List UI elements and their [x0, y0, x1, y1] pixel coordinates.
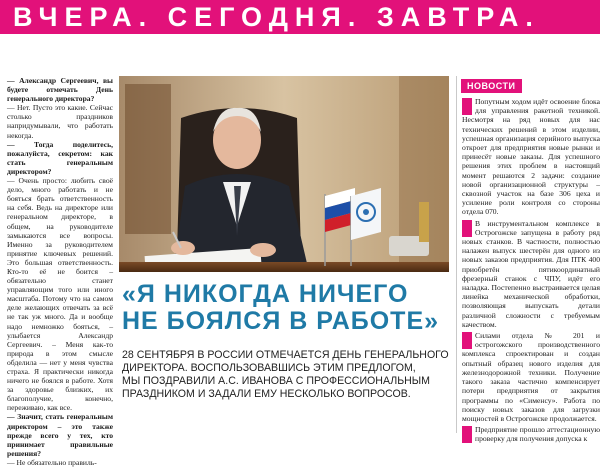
lead-line: МЫ ПОЗДРАВИЛИ А.С. ИВАНОВА С ПРОФЕССИОНАЛЬНЫМ: [122, 375, 431, 387]
news-item: В инструментальном комплексе в Острогожске запущена в работу ряд новых станков. В частности, полностью налажен выпуск шестерён для одного из новых заказов предприятия. Для ПТК 400 приобретён пятикоординатный фрезерный станок с ЧПУ, идёт его наладка. Постепенно выстраивается целая линейка механической обработки, позволяющая выпускать детали различной сложности с требуемым качеством.: [462, 218, 600, 329]
portrait-photo: [119, 76, 449, 272]
dropcap-marker: [462, 98, 472, 115]
interview-answer: — Нет. Пусто это какие. Сейчас столько праздников напридумывали, что работать некогда.: [7, 103, 113, 140]
news-item: Предприятие прошло аттестационную проверку для получения допуска к: [462, 425, 600, 443]
article-headline: [122, 281, 452, 335]
director-photo: [119, 76, 449, 272]
interview-question: — Александр Сергеевич, вы будете отмечать День генерального директора?: [7, 76, 113, 104]
interview-question: — Значит, стать генеральным директором – это также прежде всего у тех, кто принимает правильные решения?: [7, 412, 113, 458]
news-section-label: НОВОСТИ: [461, 79, 522, 93]
lead-line: ПРАЗДНИКОМ И ЗАДАЛИ ЕМУ НЕСКОЛЬКО ВОПРОСОВ.: [122, 388, 411, 400]
news-body: [459, 97, 600, 444]
article-lead: [122, 349, 452, 401]
lead-line: 28 СЕНТЯБРЯ В РОССИИ ОТМЕЧАЕТСЯ ДЕНЬ ГЕНЕРАЛЬНОГО: [122, 349, 449, 361]
interview-column: [7, 76, 113, 467]
dropcap-marker: [462, 332, 472, 349]
interview-question: — Тогда поделитесь, пожалуйста, секретом: как стать генеральным директором?: [7, 139, 113, 176]
lead-line: ДИРЕКТОРА. ВОСПОЛЬЗОВАВШИСЬ ЭТИМ ПРЕДЛОГОМ,: [122, 362, 416, 374]
interview-answer: — Очень просто: любить своё дело, много работать и не бояться брать ответственность на себя. Ведь на директоре или генеральном директоре, в общем, на руководителе замыкаются все вопросы. Именно за руководителем принятие ключевых решений. Это большая ответственность. Кто-то её не боится – обязательно станет управляющим того или иного масштаба. Потому что на самом деле желающих отвечать за всё не так уж много. Да и вообще надо немножко бояться, – улыбается Александр Сергеевич. – Меня как-то природа в этом смысле обделила — нет у меня чувства страха. Я практически никогда ничего не боялся в работе. Хотя за здоровье близких, их благополучие, конечно, переживаю, как все.: [7, 176, 113, 413]
headline-line: НЕ БОЯЛСЯ В РАБОТЕ»: [122, 307, 440, 335]
news-item: Силами отдела № 201 и острогожского производственного комплекса спроектирован и создан опытный образец нового изделия для железнодорожной техники. Получение такого заказа частично компенсирует потери предприятия от закрытия программы по «Сименсу». Работа по поиску новых заказов для загрузки мощностей в Острогожске продолжается.: [462, 331, 600, 423]
dropcap-marker: [462, 426, 472, 443]
section-banner: ВЧЕРА. СЕГОДНЯ. ЗАВТРА.: [0, 0, 600, 34]
interview-answer: — Не обязательно правиль-: [7, 457, 97, 467]
news-item: Попутным ходом идёт освоение блока для управления ракетной техникой. Несмотря на ряд новых для нас технических решений в этом изделии, успешная организация серийного выпуска откроет для предприятия новые рынки и принесёт новые заказы. Для успешного решения этих проблем в настоящий момент решаются 2 задачи: создание новой организационной структуры – сквозной участок на базе 306 цеха и усиление роли контроля со стороны отдела 070.: [462, 97, 600, 217]
column-divider: [456, 76, 457, 433]
company-flag: [351, 188, 381, 240]
dropcap-marker: [462, 220, 472, 237]
news-column: [459, 76, 600, 444]
headline-line: «Я НИКОГДА НИЧЕГО: [122, 280, 409, 308]
